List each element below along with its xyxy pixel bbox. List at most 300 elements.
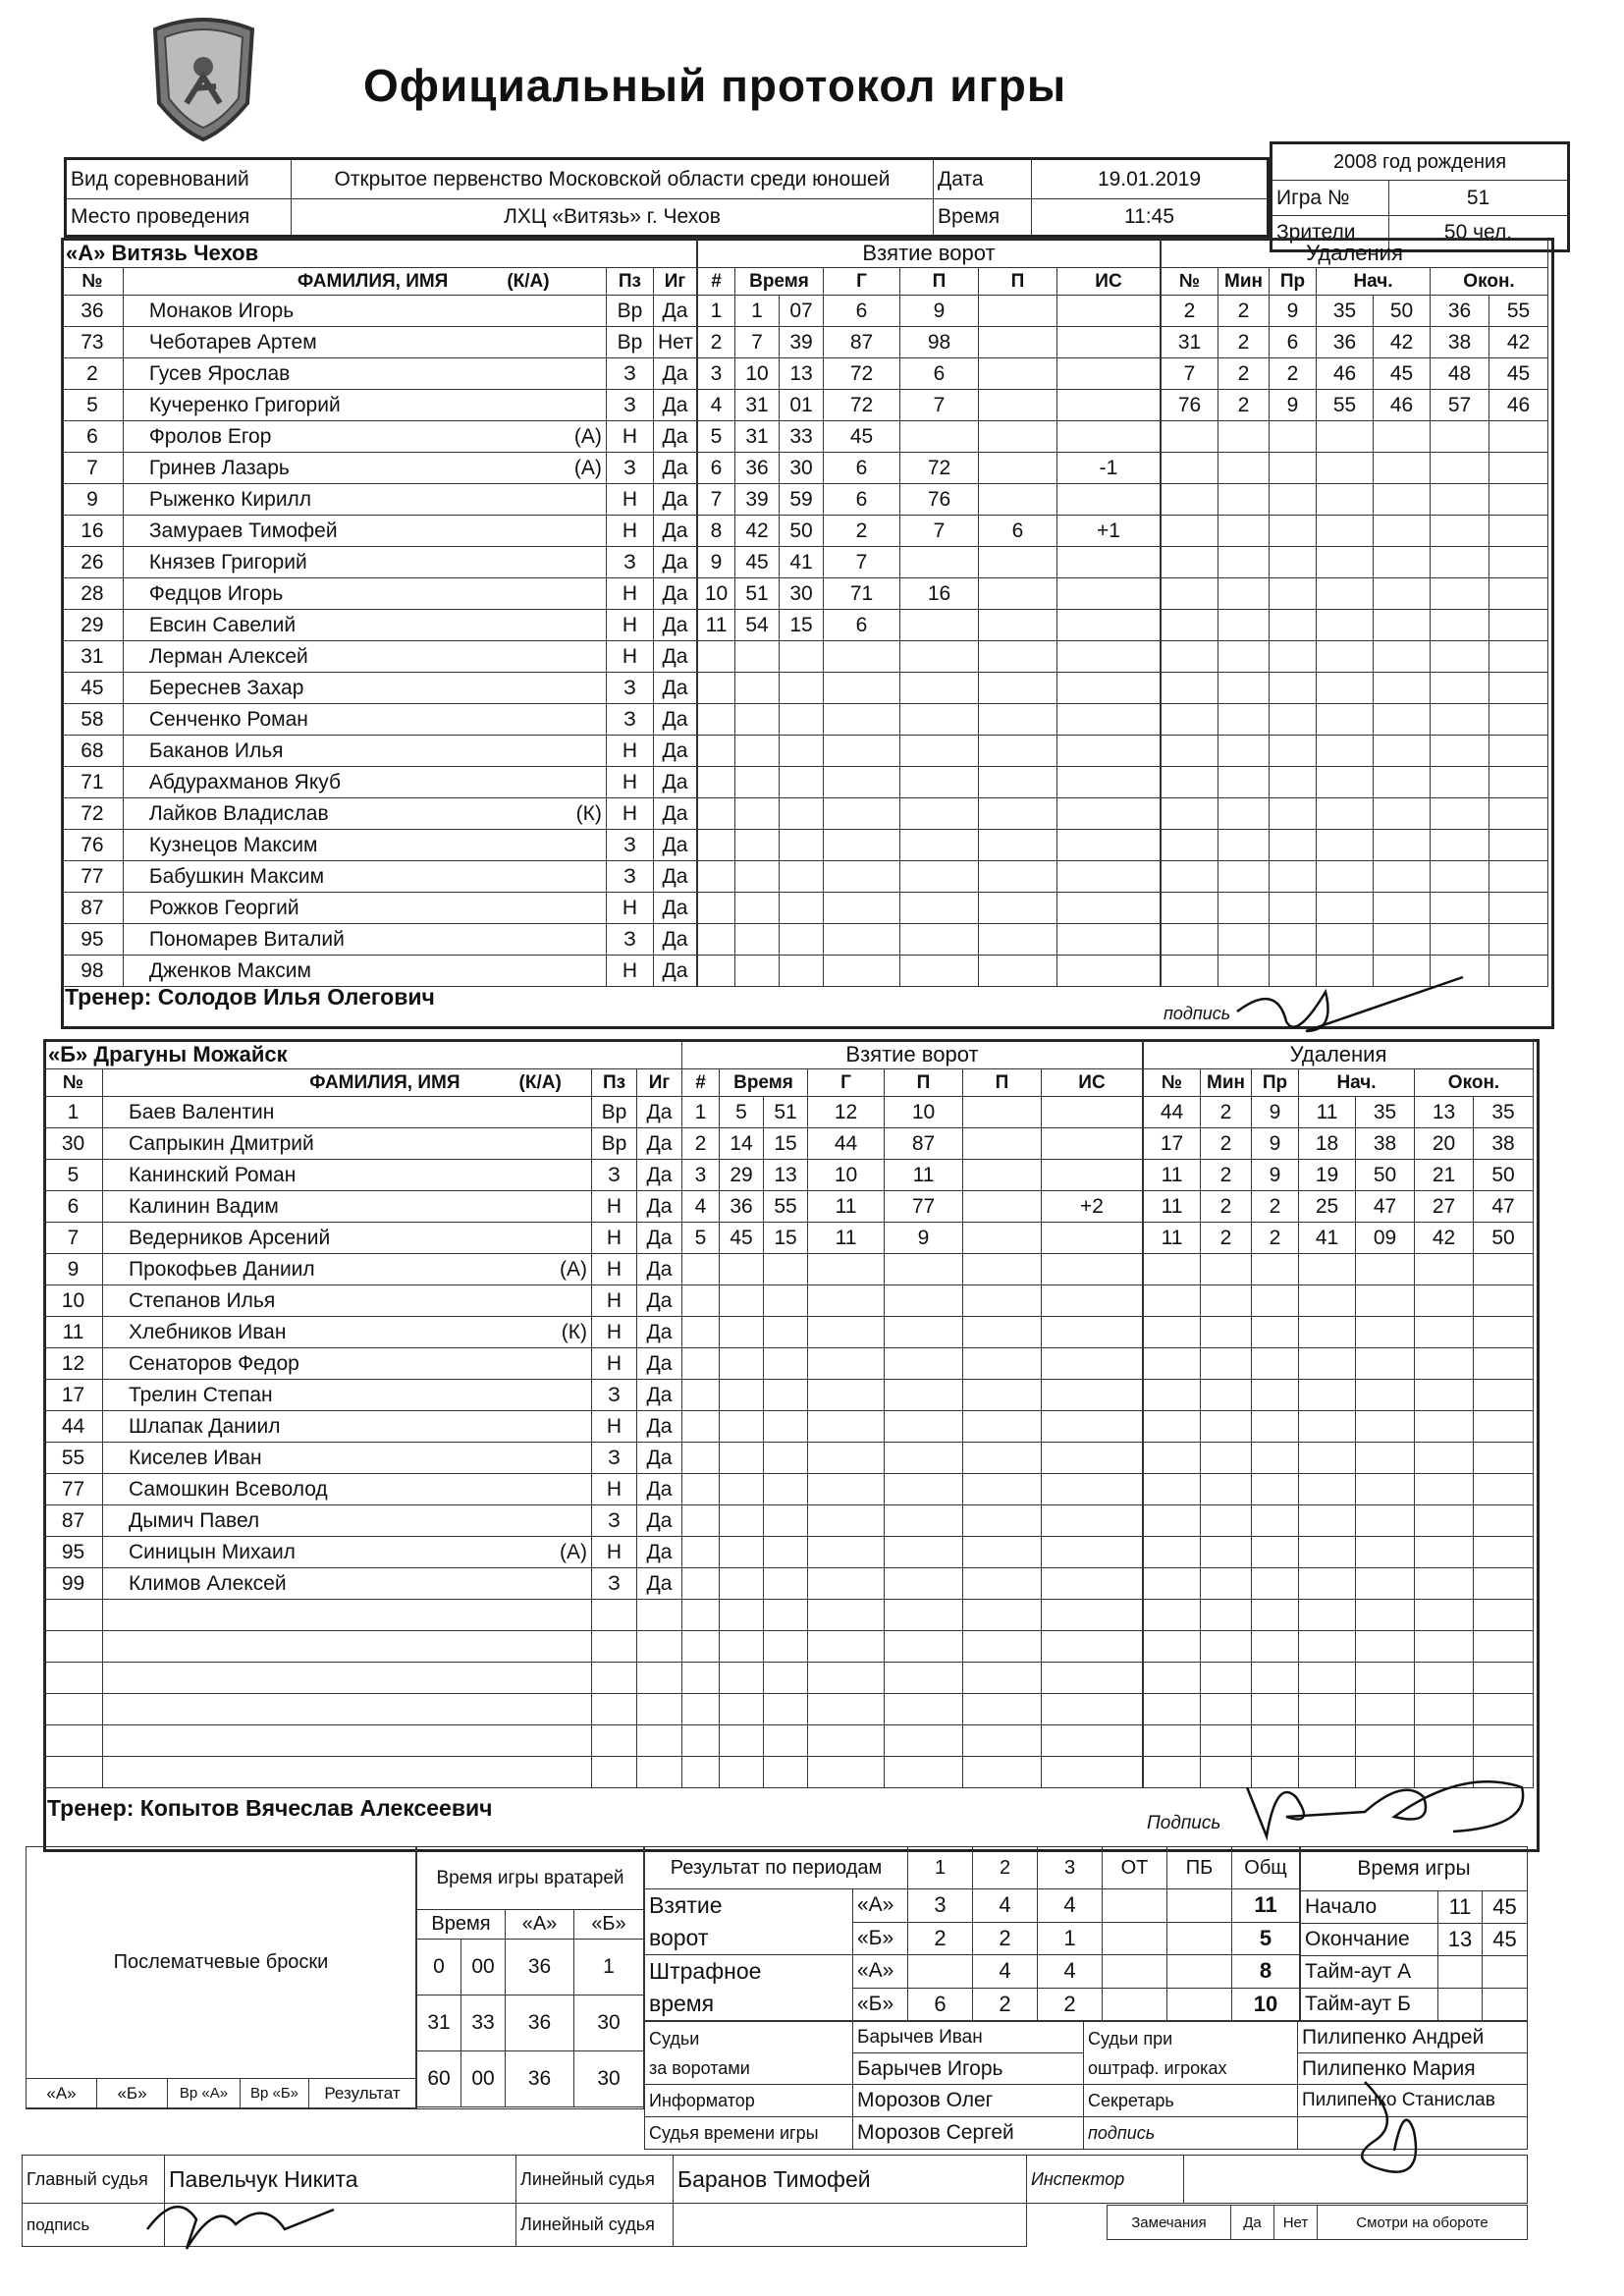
remarks-yes[interactable]: Да <box>1231 2206 1274 2240</box>
player-row <box>44 1128 682 1160</box>
goal-assist-2 <box>979 610 1057 641</box>
penalty-end-min <box>1431 641 1489 673</box>
player-name-text: Гринев Лазарь <box>148 456 290 479</box>
goal-assist-2 <box>963 1474 1042 1505</box>
goal-scorer <box>808 1600 885 1631</box>
penalty-minutes <box>1218 673 1270 704</box>
penalty-end-min <box>1415 1254 1474 1285</box>
penalty-reason: 9 <box>1270 296 1317 327</box>
player-name <box>123 578 606 610</box>
goal-second: 07 <box>780 296 824 327</box>
goal-minute <box>720 1285 764 1317</box>
player-name <box>103 1254 592 1285</box>
penalty-start-sec <box>1374 767 1431 798</box>
player-row <box>62 924 697 956</box>
goal-assist-2 <box>979 704 1057 736</box>
player-plays: Да <box>654 641 697 673</box>
team-b-coach: Тренер: Копытов Вячеслав Алексеевич <box>47 1795 493 1821</box>
timekeeper-label: Судья времени игры <box>645 2117 853 2150</box>
goal-assist-2 <box>963 1537 1042 1568</box>
date-label: Дата <box>934 159 1032 199</box>
penalty-reason <box>1252 1380 1299 1411</box>
player-plays <box>637 1663 682 1694</box>
goal-number: 1 <box>698 296 735 327</box>
goal-second <box>764 1317 808 1348</box>
goal-row <box>698 327 1161 358</box>
player-row <box>44 1663 682 1694</box>
player-plays <box>637 1757 682 1788</box>
penalty-start-sec <box>1356 1631 1415 1663</box>
penalty-player <box>1162 547 1218 578</box>
goal-assist-2 <box>963 1160 1042 1191</box>
penalty-player <box>1162 673 1218 704</box>
penalty-player <box>1162 861 1218 893</box>
goal-minute <box>720 1254 764 1285</box>
goal-minute: 42 <box>735 516 780 547</box>
player-position <box>592 1725 637 1757</box>
periods-title: Результат по периодам <box>645 1847 908 1889</box>
player-name <box>123 767 606 798</box>
penalty-start-sec <box>1356 1380 1415 1411</box>
remarks-no[interactable]: Нет <box>1274 2206 1318 2240</box>
goal-assist-2: 6 <box>979 516 1057 547</box>
goal-minute <box>735 767 780 798</box>
penalty-minutes <box>1201 1380 1252 1411</box>
penalty-player <box>1144 1631 1201 1663</box>
penalty-player <box>1144 1694 1201 1725</box>
goal-strength <box>1042 1757 1143 1788</box>
goal-scorer <box>824 924 900 956</box>
penalty-start-sec: 42 <box>1374 327 1431 358</box>
goal-strength: +1 <box>1057 516 1161 547</box>
penalty-row <box>1144 1443 1534 1474</box>
player-name-text: Сенченко Роман <box>148 707 308 731</box>
goal-number <box>682 1380 720 1411</box>
goal-assist-1 <box>900 798 979 830</box>
goal-assist-1 <box>900 547 979 578</box>
team-b-goals <box>681 1039 1143 1788</box>
ka-header: (К/А) <box>507 270 550 292</box>
player-row <box>44 1160 682 1191</box>
penalty-reason <box>1270 453 1317 484</box>
player-position: З <box>606 861 653 893</box>
penalty-start-min <box>1299 1505 1356 1537</box>
goal-second <box>780 767 824 798</box>
goal-number: 4 <box>698 390 735 421</box>
player-name <box>103 1191 592 1223</box>
goalie-a-number: 36 <box>506 2051 574 2107</box>
player-name-text: Пономарев Виталий <box>148 927 345 951</box>
player-number: 7 <box>62 453 124 484</box>
penalty-reason <box>1252 1600 1299 1631</box>
penalty-start-min: 19 <box>1299 1160 1356 1191</box>
goal-row <box>682 1757 1143 1788</box>
goal-strength <box>1057 893 1161 924</box>
player-name-text: Евсин Савелий <box>148 613 297 636</box>
penalty-start-min <box>1317 893 1374 924</box>
goal-assist-1 <box>900 861 979 893</box>
goal-row <box>682 1631 1143 1663</box>
goal-scorer: 7 <box>824 547 900 578</box>
linesman-2-label: Линейный судья <box>516 2204 674 2247</box>
goal-row <box>682 1725 1143 1757</box>
goal-scorer: 45 <box>824 421 900 453</box>
goalie-a-number: 36 <box>506 1995 574 2051</box>
goalie-b-col: «Б» <box>574 1910 644 1940</box>
player-plays: Да <box>654 798 697 830</box>
goal-row <box>698 830 1161 861</box>
player-name <box>123 296 606 327</box>
player-number: 1 <box>44 1097 103 1128</box>
goal-assist-1: 9 <box>900 296 979 327</box>
goal-assist-2 <box>963 1128 1042 1160</box>
penalty-player <box>1144 1474 1201 1505</box>
player-number: 72 <box>62 798 124 830</box>
goal-scorer <box>808 1348 885 1380</box>
goalie-time-row <box>417 1995 644 2051</box>
player-name-text: Бабушкин Максим <box>148 864 325 888</box>
shootout-table <box>26 1846 416 2109</box>
penalty-minutes <box>1218 736 1270 767</box>
penalty-start-min <box>1317 641 1374 673</box>
player-name-text: Абдурахманов Якуб <box>148 770 342 793</box>
goal-number <box>698 798 735 830</box>
player-number: 11 <box>44 1317 103 1348</box>
goals-a-ot <box>1103 1889 1167 1923</box>
player-row <box>62 956 697 987</box>
goals-b-p1: 2 <box>908 1922 973 1955</box>
game-time: 11:45 <box>1032 199 1269 237</box>
player-position: З <box>606 673 653 704</box>
player-plays: Да <box>654 767 697 798</box>
coach-b-signature <box>1227 1758 1542 1846</box>
goal-strength <box>1057 390 1161 421</box>
penalty-minutes <box>1201 1348 1252 1380</box>
goal-number <box>682 1600 720 1631</box>
goal-strength <box>1042 1254 1143 1285</box>
goal-row <box>682 1505 1143 1537</box>
col-name-header-b <box>103 1069 592 1097</box>
player-name-text: Трелин Степан <box>129 1383 273 1406</box>
penalty-end-sec <box>1489 767 1548 798</box>
penalty-minutes: 2 <box>1218 327 1270 358</box>
birth-year: 2008 год рождения <box>1272 143 1569 181</box>
hockey-club-logo <box>147 10 260 142</box>
penalty-row <box>1144 1411 1534 1443</box>
player-row <box>44 1191 682 1223</box>
penalty-reason <box>1252 1631 1299 1663</box>
goal-assist-2 <box>979 641 1057 673</box>
goal-minute <box>720 1631 764 1663</box>
game-number-label: Игра № <box>1272 181 1389 216</box>
game-number: 51 <box>1389 181 1569 216</box>
col-no-header: № <box>62 268 124 296</box>
goal-strength <box>1057 861 1161 893</box>
player-plays: Да <box>637 1285 682 1317</box>
player-position: Н <box>606 893 653 924</box>
player-plays: Да <box>637 1254 682 1285</box>
player-row <box>44 1568 682 1600</box>
penalty-row <box>1162 767 1548 798</box>
player-name <box>103 1568 592 1600</box>
penalty-end-min <box>1431 830 1489 861</box>
penalty-start-sec <box>1356 1317 1415 1348</box>
player-plays: Да <box>654 547 697 578</box>
shootout-col-gk-a: Вр «А» <box>168 2079 241 2108</box>
penalty-reason: 2 <box>1252 1223 1299 1254</box>
goal-assist-1 <box>900 767 979 798</box>
player-position: Н <box>606 516 653 547</box>
penalty-end-sec <box>1489 893 1548 924</box>
goals-a-p2: 4 <box>973 1889 1038 1923</box>
pim-a-total: 8 <box>1232 1955 1300 1989</box>
goal-assist-2 <box>979 578 1057 610</box>
penalty-end-min <box>1415 1537 1474 1568</box>
col-plays-header: Иг <box>654 268 697 296</box>
goal-strength <box>1042 1568 1143 1600</box>
player-position: Н <box>592 1191 637 1223</box>
goal-row <box>682 1191 1143 1223</box>
name-header-b: ФАМИЛИЯ, ИМЯ <box>309 1071 460 1093</box>
penalty-reason <box>1252 1317 1299 1348</box>
penalty-minutes <box>1201 1568 1252 1600</box>
goal-row <box>682 1254 1143 1285</box>
goal-second: 15 <box>780 610 824 641</box>
penbox-label-1: Судьи при <box>1088 2028 1173 2049</box>
penalty-start-min <box>1317 673 1374 704</box>
player-number: 5 <box>44 1160 103 1191</box>
penalty-end-min <box>1431 516 1489 547</box>
penalty-start-min <box>1299 1694 1356 1725</box>
goal-strength <box>1057 327 1161 358</box>
penalty-start-sec <box>1374 641 1431 673</box>
goal-number <box>698 673 735 704</box>
penalty-row <box>1144 1694 1534 1725</box>
player-name-text: Шлапак Даниил <box>129 1414 281 1438</box>
penalty-start-min <box>1317 453 1374 484</box>
penalty-end-sec <box>1489 673 1548 704</box>
goal-second <box>764 1631 808 1663</box>
player-number: 9 <box>44 1254 103 1285</box>
goalie-change-second: 00 <box>461 2051 506 2107</box>
penalty-start-sec <box>1374 547 1431 578</box>
player-name <box>103 1757 592 1788</box>
penalty-row <box>1162 893 1548 924</box>
player-plays: Да <box>654 830 697 861</box>
penalty-start-sec <box>1356 1285 1415 1317</box>
goal-strength <box>1057 830 1161 861</box>
pim-b-p2: 2 <box>973 1988 1038 2021</box>
goal-strength <box>1042 1663 1143 1694</box>
penalty-player: 11 <box>1144 1223 1201 1254</box>
penalties-title: Удаления <box>1162 239 1548 268</box>
goals-row-label <box>645 1889 853 1955</box>
goal-scorer: 6 <box>824 296 900 327</box>
penalty-end-min <box>1415 1348 1474 1380</box>
goal-row <box>698 673 1161 704</box>
penalty-end-min <box>1431 421 1489 453</box>
player-plays <box>637 1600 682 1631</box>
penalty-player <box>1162 421 1218 453</box>
goal-assist-2 <box>979 421 1057 453</box>
goal-number: 1 <box>682 1097 720 1128</box>
goal-row <box>682 1411 1143 1443</box>
player-name <box>103 1348 592 1380</box>
penalty-minutes <box>1201 1285 1252 1317</box>
goalie-change-minute: 31 <box>417 1995 461 2051</box>
goal-minute <box>720 1694 764 1725</box>
penalty-end-sec <box>1489 453 1548 484</box>
penalty-end-sec: 50 <box>1474 1160 1534 1191</box>
player-position <box>592 1694 637 1725</box>
goal-strength <box>1042 1537 1143 1568</box>
player-plays: Да <box>637 1568 682 1600</box>
pim-b-p3: 2 <box>1038 1988 1103 2021</box>
penalty-end-min: 20 <box>1415 1128 1474 1160</box>
goal-row <box>698 547 1161 578</box>
goal-assist-2 <box>979 296 1057 327</box>
goalie-b-number: 30 <box>574 1995 644 2051</box>
team-b-penalties <box>1143 1039 1534 1788</box>
goal-is-header-b: ИС <box>1042 1069 1143 1097</box>
goal-second <box>764 1443 808 1474</box>
goal-second: 13 <box>780 358 824 390</box>
goals-title: Взятие ворот <box>698 239 1161 268</box>
goal-row <box>682 1663 1143 1694</box>
penalty-row <box>1144 1128 1534 1160</box>
penalty-end-sec <box>1474 1694 1534 1725</box>
informer-name: Морозов Олег <box>853 2085 1084 2117</box>
penalty-player <box>1162 516 1218 547</box>
penalty-start-min <box>1317 798 1374 830</box>
goal-strength <box>1057 610 1161 641</box>
penalty-reason <box>1270 830 1317 861</box>
shootout-title: Послематчевые броски <box>27 1847 416 2079</box>
goal-assist-1 <box>885 1474 963 1505</box>
penalty-start-sec <box>1356 1443 1415 1474</box>
goalie-change-second: 00 <box>461 1940 506 1995</box>
player-name-text: Синицын Михаил <box>129 1540 296 1563</box>
goal-row <box>682 1348 1143 1380</box>
penalty-minutes <box>1201 1694 1252 1725</box>
penalty-reason <box>1270 641 1317 673</box>
penalty-minutes <box>1218 893 1270 924</box>
penalty-minutes: 2 <box>1201 1097 1252 1128</box>
goal-number: 11 <box>698 610 735 641</box>
goal-minute <box>720 1568 764 1600</box>
penalty-row <box>1144 1160 1534 1191</box>
player-row <box>44 1694 682 1725</box>
penalty-minutes <box>1218 610 1270 641</box>
goal-row <box>682 1443 1143 1474</box>
goal-scorer <box>824 704 900 736</box>
player-position: З <box>606 924 653 956</box>
referee-name: Павельчук Никита <box>165 2156 516 2204</box>
player-position: З <box>592 1568 637 1600</box>
player-row <box>44 1443 682 1474</box>
remarks-label: Замечания <box>1108 2206 1231 2240</box>
goal-second <box>764 1600 808 1631</box>
goal-assist-2 <box>979 798 1057 830</box>
penalty-row <box>1162 830 1548 861</box>
penalty-start-sec <box>1374 484 1431 516</box>
penalty-end-sec <box>1489 421 1548 453</box>
goal-assist-2 <box>963 1380 1042 1411</box>
penalty-start-min <box>1299 1474 1356 1505</box>
penalty-player <box>1144 1568 1201 1600</box>
referee-label: Главный судья <box>23 2156 165 2204</box>
player-row <box>44 1254 682 1285</box>
penalty-start-min: 11 <box>1299 1097 1356 1128</box>
penalty-start-sec <box>1356 1600 1415 1631</box>
penalty-reason <box>1270 673 1317 704</box>
player-plays: Да <box>637 1128 682 1160</box>
goal-second <box>764 1663 808 1694</box>
goal-number <box>682 1474 720 1505</box>
goal-second <box>780 736 824 767</box>
penalty-player <box>1144 1348 1201 1380</box>
goal-assist-1 <box>885 1505 963 1537</box>
penalty-reason <box>1270 578 1317 610</box>
goal-scorer: 11 <box>808 1223 885 1254</box>
goal-second <box>764 1254 808 1285</box>
player-name-text: Лерман Алексей <box>148 644 308 668</box>
penalty-start-min <box>1299 1537 1356 1568</box>
goal-assist-2 <box>963 1317 1042 1348</box>
goal-strength <box>1057 484 1161 516</box>
start-hour: 11 <box>1438 1891 1483 1924</box>
player-name-text: Сапрыкин Дмитрий <box>129 1131 314 1155</box>
penalty-end-sec <box>1489 798 1548 830</box>
pim-a-pb <box>1167 1955 1232 1989</box>
player-name <box>103 1380 592 1411</box>
player-number: 7 <box>44 1223 103 1254</box>
goal-scorer: 44 <box>808 1128 885 1160</box>
page-title: Официальный протокол игры <box>363 60 1067 111</box>
linesman-1-label: Линейный судья <box>516 2156 674 2204</box>
penalty-start-sec <box>1356 1694 1415 1725</box>
pim-team-b-tag: «Б» <box>853 1988 908 2021</box>
captain-mark: (К) <box>575 801 602 825</box>
player-number: 55 <box>44 1443 103 1474</box>
goal-number <box>682 1348 720 1380</box>
player-number: 30 <box>44 1128 103 1160</box>
player-row <box>62 578 697 610</box>
pen-end-header: Окон. <box>1431 268 1548 296</box>
penalty-row <box>1162 484 1548 516</box>
penalty-start-sec: 09 <box>1356 1223 1415 1254</box>
goal-assist-2 <box>963 1505 1042 1537</box>
player-position: Н <box>606 578 653 610</box>
goal-minute: 45 <box>735 547 780 578</box>
goal-assist-2 <box>979 956 1057 987</box>
linesman-1-name: Баранов Тимофей <box>674 2156 1027 2204</box>
penalty-start-sec: 38 <box>1356 1128 1415 1160</box>
penalty-row <box>1144 1600 1534 1631</box>
pim-label-2: время <box>649 1991 715 2016</box>
goal-number <box>682 1694 720 1725</box>
goal-second: 51 <box>764 1097 808 1128</box>
penalty-start-min <box>1317 736 1374 767</box>
penalty-player <box>1144 1663 1201 1694</box>
penalty-row <box>1144 1317 1534 1348</box>
penbox-judge-2: Пилипенко Мария <box>1298 2053 1528 2085</box>
penalty-start-sec <box>1374 610 1431 641</box>
player-row <box>62 736 697 767</box>
player-number <box>44 1694 103 1725</box>
player-position: Н <box>592 1223 637 1254</box>
team-a-roster <box>61 238 697 987</box>
